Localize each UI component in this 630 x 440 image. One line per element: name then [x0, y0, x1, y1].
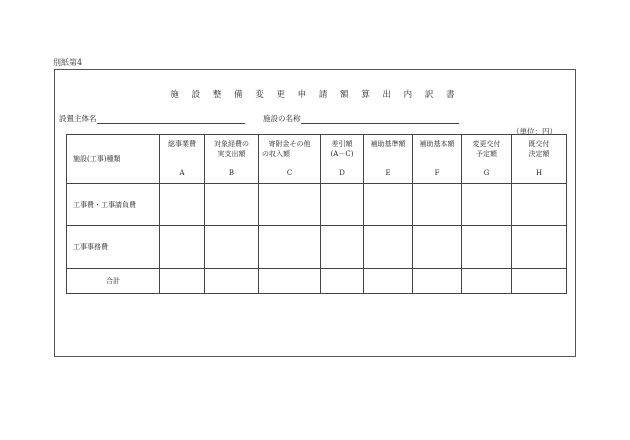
row-label-total: 合計 [67, 269, 160, 294]
breakdown-table [66, 134, 567, 294]
input-cell[interactable] [364, 269, 413, 294]
input-cell[interactable] [512, 184, 567, 226]
input-cell[interactable] [205, 269, 259, 294]
document-frame [54, 69, 576, 357]
establisher-field [59, 113, 245, 124]
column-g-letter: G [483, 169, 490, 177]
row-label-construction: 工事費・工事請負費 [67, 184, 160, 226]
column-e-title: 補助基準額 [370, 140, 406, 148]
column-h-subtitle: 決定額 [528, 150, 550, 158]
input-cell[interactable] [462, 226, 512, 269]
column-header-c [259, 135, 321, 184]
input-cell[interactable] [364, 184, 413, 226]
column-a-title: 総事業費 [168, 140, 196, 148]
input-cell[interactable] [205, 226, 259, 269]
column-header-g [462, 135, 512, 184]
table-row [67, 184, 567, 226]
column-d-subtitle: (A－C) [330, 150, 354, 158]
column-c-letter: C [286, 169, 293, 177]
column-h-letter: H [535, 169, 543, 177]
input-cell[interactable] [259, 269, 321, 294]
column-header-f [413, 135, 462, 184]
input-cell[interactable] [160, 269, 205, 294]
input-cell[interactable] [364, 226, 413, 269]
column-a-letter: A [179, 169, 185, 177]
input-cell[interactable] [205, 184, 259, 226]
column-b-subtitle: 実支出額 [217, 150, 246, 158]
input-cell[interactable] [259, 226, 321, 269]
table-row [67, 226, 567, 269]
column-e-letter: E [385, 169, 391, 177]
document-title: 施 設 整 備 変 更 申 請 額 算 出 内 訳 書 [170, 90, 460, 100]
unit-label: （単位：円） [512, 127, 557, 136]
column-d-letter: D [339, 169, 345, 177]
column-h-title: 既交付 [528, 140, 550, 148]
column-header-d [321, 135, 364, 184]
column-b-letter: B [228, 169, 235, 177]
column-b-title: 対象経費の [214, 140, 249, 148]
facility-name-field [263, 113, 459, 124]
input-cell[interactable] [512, 269, 567, 294]
establisher-input-line[interactable] [97, 114, 245, 124]
input-cell[interactable] [321, 269, 364, 294]
kind-header: 施設(工事)種類 [67, 135, 160, 184]
facility-name-input-line[interactable] [301, 114, 459, 124]
facility-name-label: 施設の名称 [263, 114, 301, 123]
column-f-title: 補助基本額 [419, 140, 455, 148]
column-header-h [512, 135, 567, 184]
input-cell[interactable] [462, 269, 512, 294]
header-row [67, 135, 567, 184]
column-header-b [205, 135, 259, 184]
input-cell[interactable] [259, 184, 321, 226]
column-d-title: 差引額 [331, 140, 353, 148]
row-label-office-expenses: 工事事務費 [67, 226, 160, 269]
input-cell[interactable] [413, 226, 462, 269]
column-header-e [364, 135, 413, 184]
input-cell[interactable] [160, 184, 205, 226]
column-g-subtitle: 予定額 [476, 150, 497, 158]
column-c-subtitle: の収入額 [262, 150, 290, 158]
input-cell[interactable] [462, 184, 512, 226]
attachment-label: 別紙第4 [53, 58, 83, 67]
column-f-letter: F [434, 169, 440, 177]
establisher-label: 設置主体名 [59, 114, 97, 123]
table-row [67, 269, 567, 294]
input-cell[interactable] [512, 226, 567, 269]
input-cell[interactable] [160, 226, 205, 269]
column-header-a [160, 135, 205, 184]
input-cell[interactable] [413, 184, 462, 226]
column-g-title: 変更交付 [472, 140, 501, 148]
column-c-title: 寄附金その他 [268, 140, 311, 148]
input-cell[interactable] [321, 184, 364, 226]
input-cell[interactable] [413, 269, 462, 294]
input-cell[interactable] [321, 226, 364, 269]
